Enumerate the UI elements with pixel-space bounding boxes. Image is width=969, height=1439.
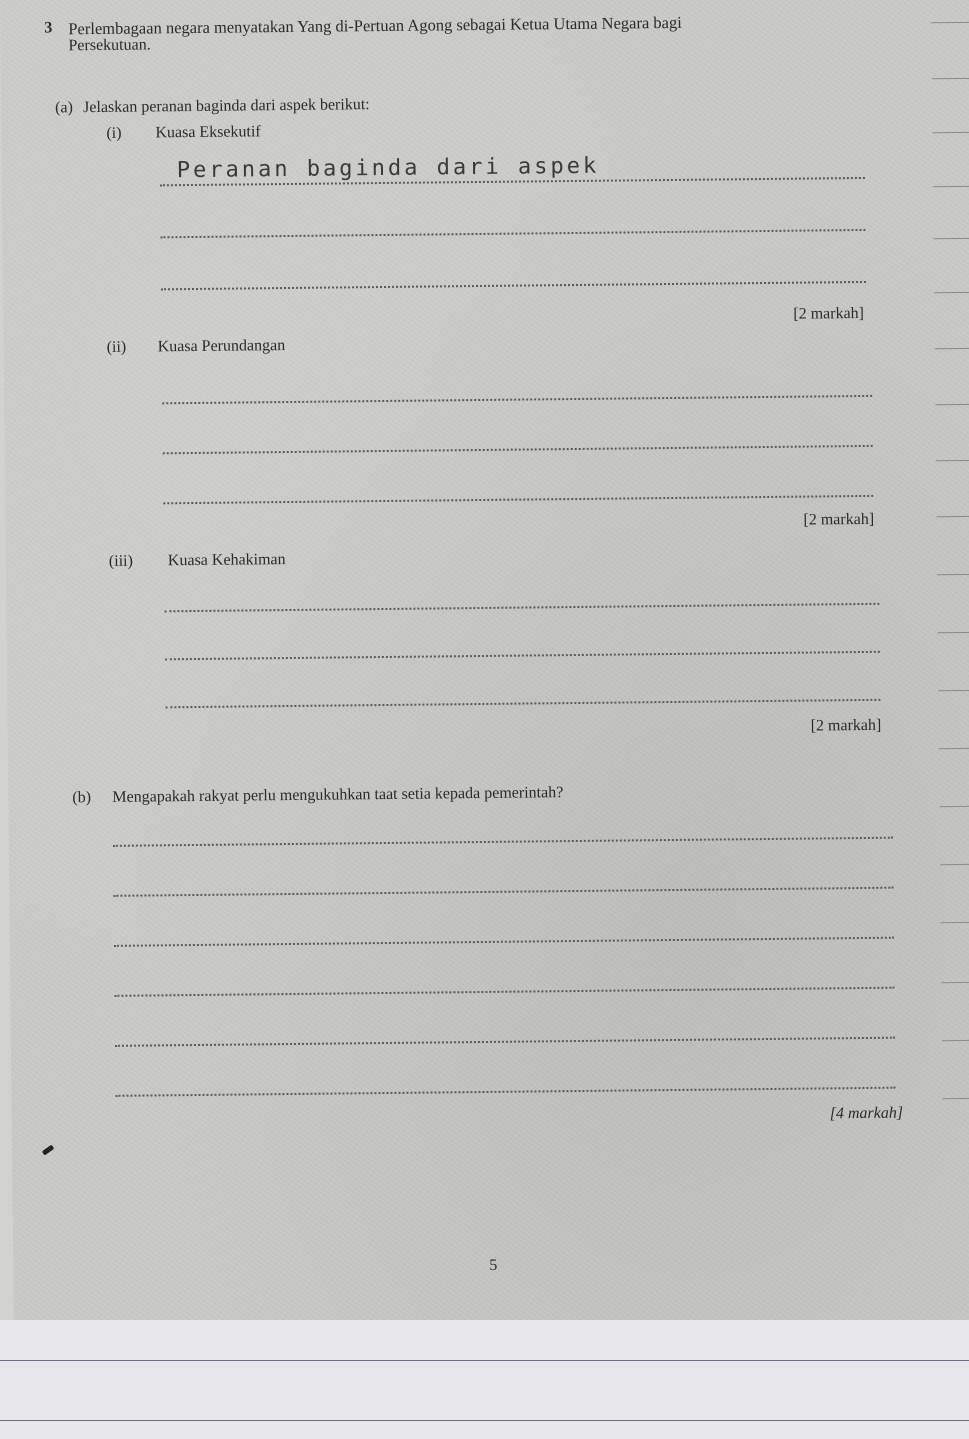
item-iii-answer-line-3[interactable] xyxy=(165,699,880,708)
item-i-marks: [2 markah] xyxy=(793,304,865,323)
part-b-answer-line-2[interactable] xyxy=(113,887,893,897)
part-b-text: Mengapakah rakyat perlu mengukuhkan taat setia kepada pemerintah? xyxy=(112,784,564,806)
item-i-title: Kuasa Eksekutif xyxy=(155,123,261,142)
pencil-mark xyxy=(42,1145,55,1156)
part-b-answer-line-1[interactable] xyxy=(113,837,893,847)
item-ii-answer-line-1[interactable] xyxy=(162,395,872,404)
item-iii-answer-line-2[interactable] xyxy=(165,651,880,660)
part-b-answer-line-5[interactable] xyxy=(115,1037,895,1047)
underlying-lined-sheet xyxy=(0,1320,969,1439)
item-iii-title: Kuasa Kehakiman xyxy=(167,551,286,570)
page-number: 5 xyxy=(489,1256,498,1274)
item-i-label: (i) xyxy=(106,124,122,142)
item-ii-answer-line-2[interactable] xyxy=(163,445,873,454)
part-b-label: (b) xyxy=(72,789,92,807)
item-ii-title: Kuasa Perundangan xyxy=(157,337,286,356)
item-i-answer-line-2[interactable] xyxy=(160,229,865,238)
part-a-label: (a) xyxy=(55,99,73,117)
item-iii-marks: [2 markah] xyxy=(810,716,882,735)
part-b-marks: [4 markah] xyxy=(829,1104,904,1123)
item-ii-answer-line-3[interactable] xyxy=(163,495,873,504)
item-iii-label: (iii) xyxy=(108,552,133,570)
question-stem-line1: Perlembagaan negara menyatakan Yang di-Pertuan Agong sebagai Ketua Utama Negara bagi xyxy=(68,12,682,39)
item-iii-answer-line-1[interactable] xyxy=(164,603,879,612)
item-i-answer-line-3[interactable] xyxy=(161,281,866,290)
item-ii-marks: [2 markah] xyxy=(803,510,875,529)
part-a-text: Jelaskan peranan baginda dari aspek berikut: xyxy=(83,96,370,117)
part-b-answer-line-3[interactable] xyxy=(114,937,894,947)
item-i-handwritten-answer: Peranan baginda dari aspek xyxy=(176,153,600,184)
question-number: 3 xyxy=(44,19,53,37)
question-stem-line2: Persekutuan. xyxy=(68,36,151,55)
part-b-answer-line-6[interactable] xyxy=(115,1087,895,1097)
part-b-answer-line-4[interactable] xyxy=(114,987,894,997)
page-edge-lines xyxy=(929,0,969,1320)
item-ii-label: (ii) xyxy=(106,338,127,356)
